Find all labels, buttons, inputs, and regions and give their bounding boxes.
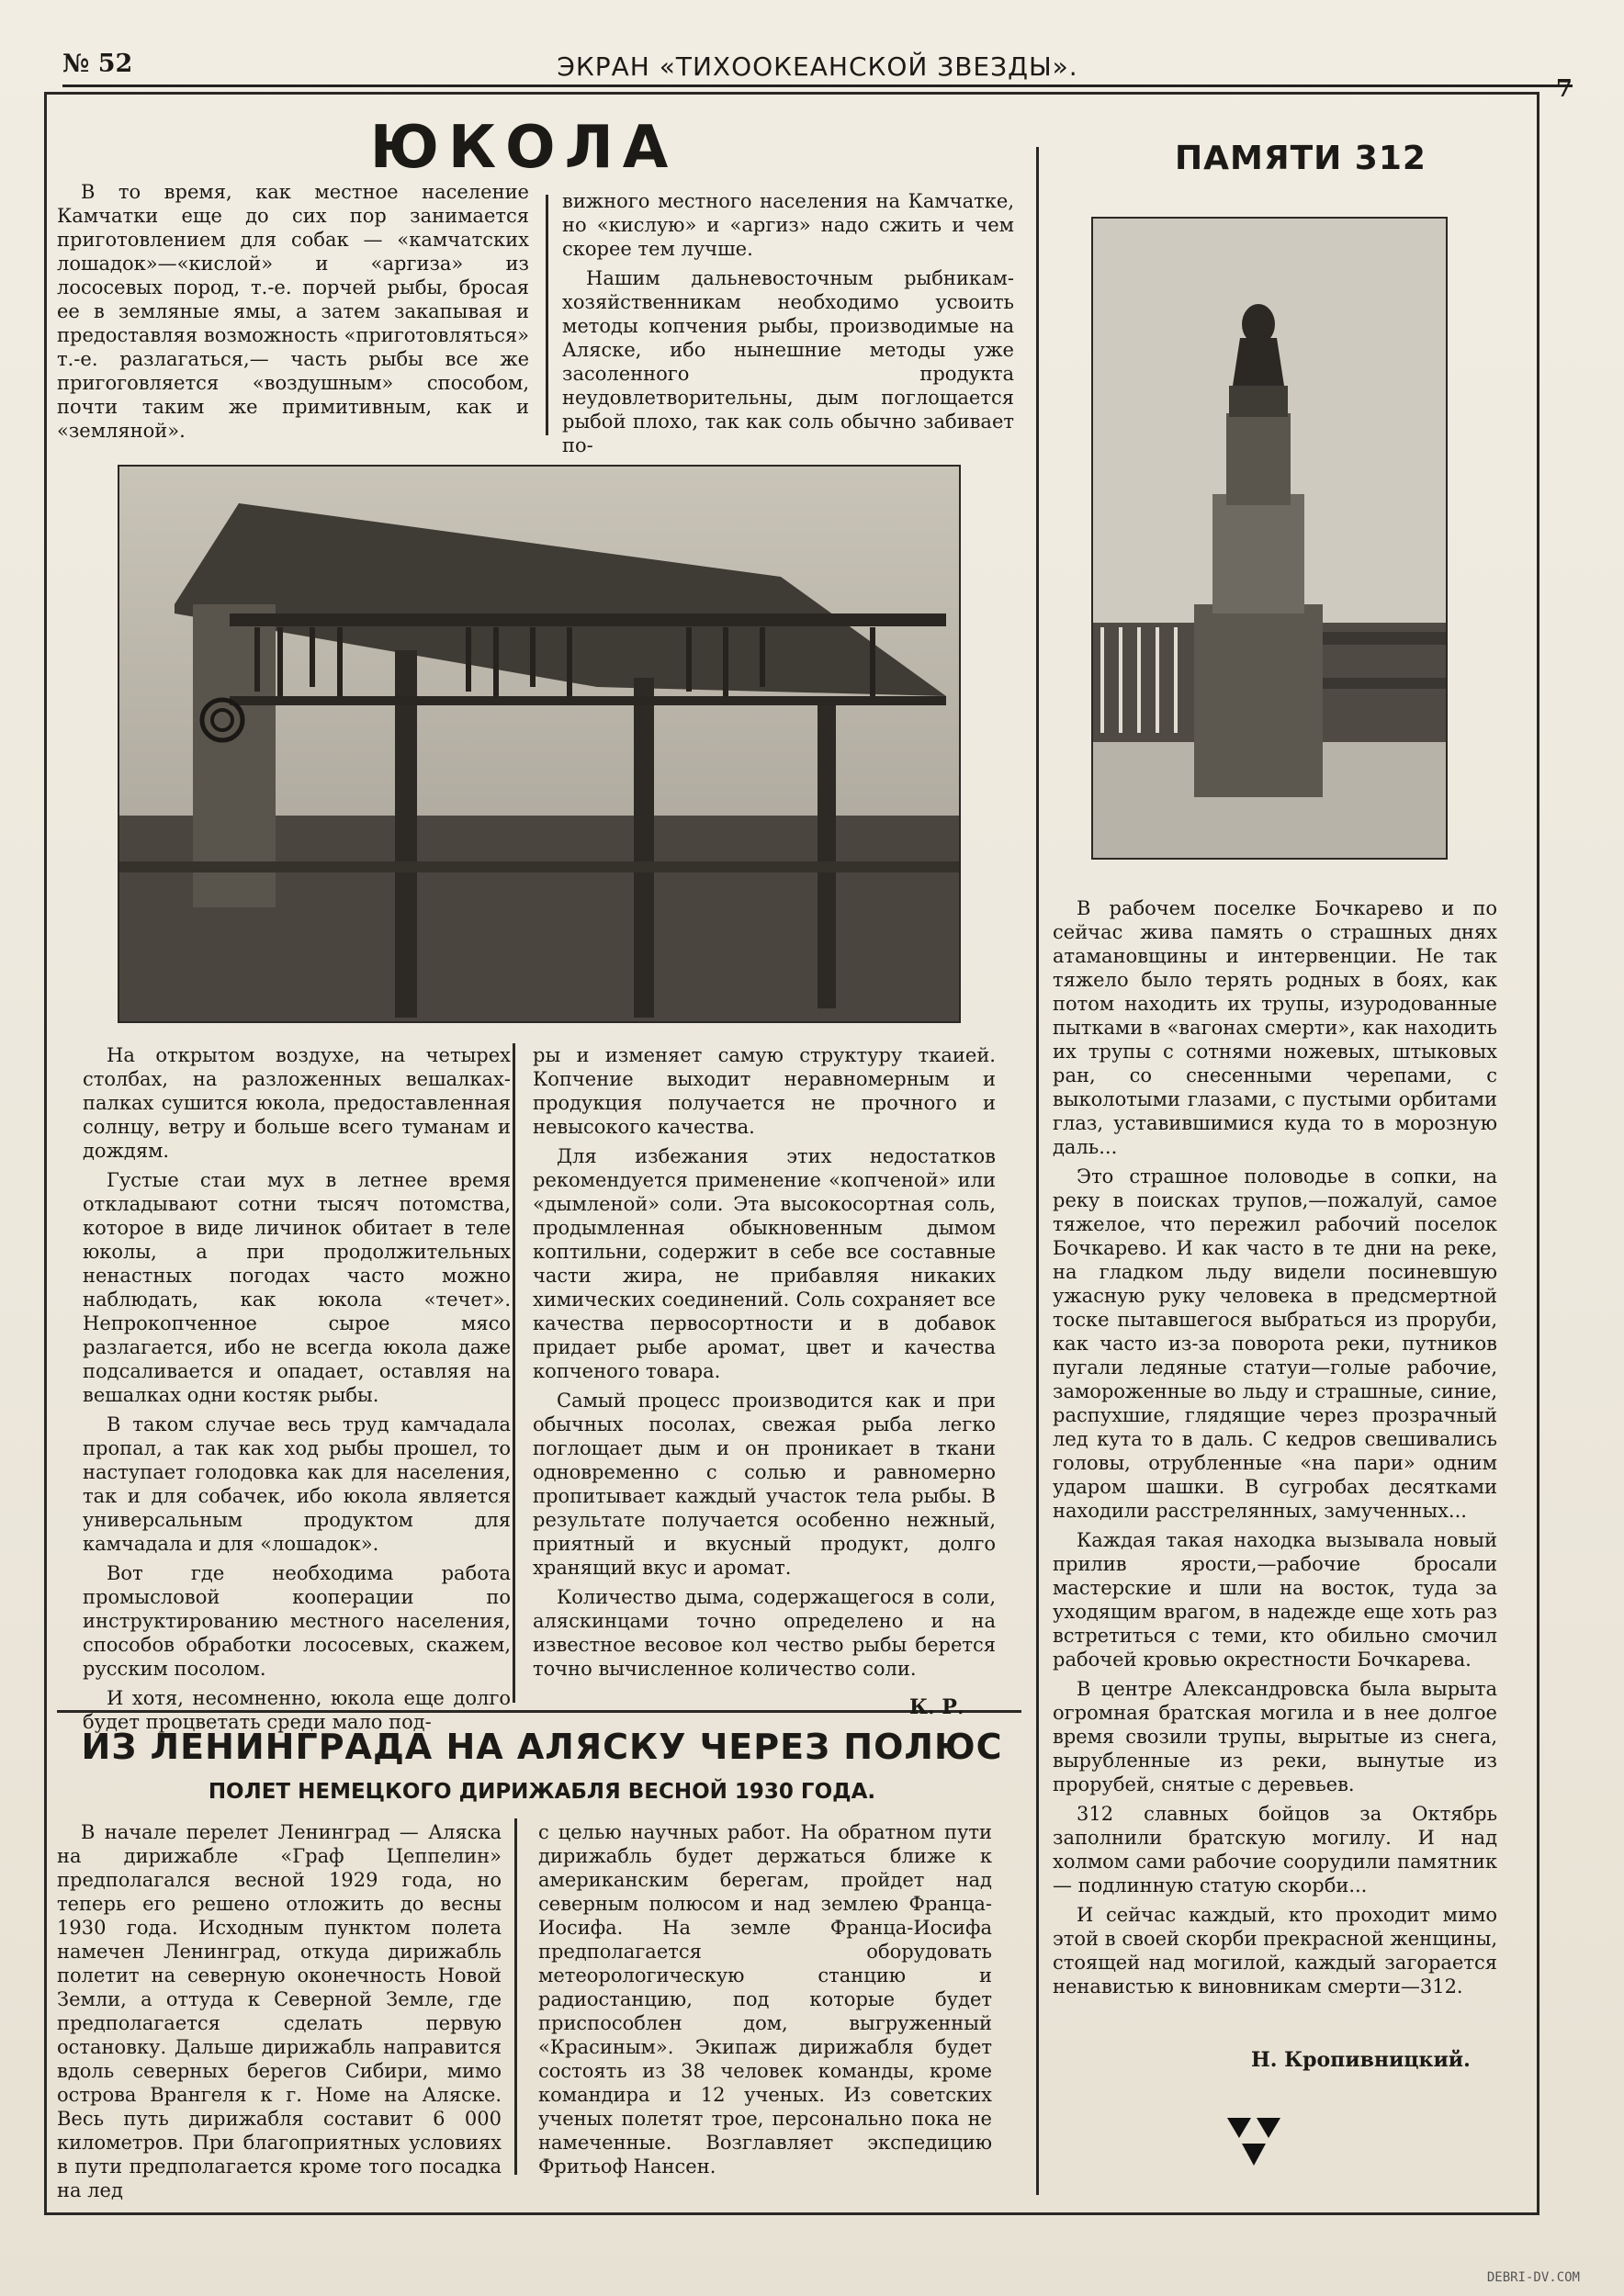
yukola-paragraph: Густые стаи мух в летнее время откладывают сотни тысяч потомства, которое в виде личинок обитает в теле юколы, а при продолжительных ненастных погодах часто можно наблюдать, как юкола «течет». Непрокопченное сырое мясо разлагается, ибо не всегда юкола даже подсаливается и опадает, оставляя на вешалках одни костяк рыбы. bbox=[83, 1169, 511, 1406]
yukola-body-left bbox=[83, 1043, 511, 1739]
article-title-pamyati: ПАМЯТИ 312 bbox=[1175, 140, 1427, 177]
yukola-intro-right-paragraph-2: Нашим дальневосточным рыбникам-хозяйственникам необходимо усвоить методы копчения рыбы, производимые на Аляске, ибо нынешние методы уже засоленного продукта неудовлетворительны, дым поглощается рыбой плохо, так как соль обычно забивает по- bbox=[562, 267, 1014, 456]
column-divider-top bbox=[546, 195, 548, 435]
article-title-zeppelin: ИЗ ЛЕНИНГРАДА НА АЛЯСКУ ЧЕРЕЗ ПОЛЮС bbox=[81, 1727, 1003, 1767]
yukola-paragraph: Для избежания этих недостатков рекомендуется применение «копченой» или «дымленой» соли. Эта высокосортная соль, продымленная обыкновенным дымом коптильни, содержит в себе все составные части жира, не прибавляя никаких химических соединений. Соль сохраняет все качества первосортности и в добавок придает рыбе аромат, цвет и качества копченого товара. bbox=[533, 1145, 996, 1382]
yukola-intro-right bbox=[562, 189, 1014, 463]
yukola-signature: К. Р. bbox=[909, 1695, 964, 1719]
yukola-intro bbox=[57, 180, 529, 448]
yukola-intro-right-paragraph-1: вижного местного населения на Камчатке, но «кислую» и «аргиз» надо сжить и чем скорее тем лучше. bbox=[562, 190, 1014, 260]
yukola-paragraph: Количество дыма, содержащегося в соли, аляскинцами точно определено и на известное весовое кол чество рыбы берется точно вычисленное количество соли. bbox=[533, 1586, 996, 1680]
pamyati-signature: Н. Кропивницкий. bbox=[1251, 2048, 1471, 2072]
column-divider-middle bbox=[513, 1043, 515, 1703]
article-subtitle-zeppelin: ПОЛЕТ НЕМЕЦКОГО ДИРИЖАБЛЯ ВЕСНОЙ 1930 ГОДА. bbox=[208, 1780, 876, 1804]
yukola-paragraph: ры и изменяет самую структуру ткаией. Копчение выходит неравномерным и продукция получается не прочного и невысокого качества. bbox=[533, 1044, 996, 1138]
watermark: DEBRI-DV.COM bbox=[1486, 2270, 1580, 2285]
yukola-body-right bbox=[533, 1043, 996, 1686]
yukola-paragraph: И хотя, несомненно, юкола еще долго будет процветать среди мало под- bbox=[83, 1687, 511, 1733]
pamyati-paragraph: Каждая такая находка вызывала новый прилив ярости,—рабочие бросали мастерские и шли на восток, туда за уходящим врагом, в надежде еще хоть раз встретиться с теми, кто обильно смочил рабочей кровью окрестности Бочкарева. bbox=[1053, 1529, 1497, 1671]
photo-yukola-drying bbox=[118, 465, 961, 1023]
page-header bbox=[62, 48, 1573, 103]
photo-monument bbox=[1091, 217, 1448, 860]
issue-number: № 52 bbox=[62, 50, 133, 78]
pamyati-paragraph: 312 славных бойцов за Октябрь заполнили братскую могилу. И над холмом сами рабочие соорудили памятник — подлинную статую скорби... bbox=[1053, 1803, 1497, 1896]
article-title-yukola: ЮКОЛА bbox=[369, 114, 678, 182]
yukola-intro-paragraph: В то время, как местное население Камчатки еще до сих пор занимается приготовлением для собак — «камчатских лошадок»—«кислой» и «аргиза» из лососевых пород, т.-е. порчей рыбы, бросая ее в земляные ямы, а затем закапывая и предоставляя возможность «приготовляться» т.-е. разлагаться,— часть рыбы все же пригоговляется «воздушным» способом, почти таким же примитивным, как и «земляной». bbox=[57, 181, 529, 442]
pamyati-paragraph: В рабочем поселке Бочкарево и по сейчас жива память о страшных днях атамановщины и интервенции. Не так тяжело было терять родных в боях, как потом находить их трупы, изуродованные пытками в «вагонах смерти», как находить их трупы с сотнями ножевых, штыковых ран, со снесенными черепами, с выколотыми глазами, с пустыми орбитами глаз, уставившимися куда то в морозную даль... bbox=[1053, 897, 1497, 1158]
pamyati-paragraph: В центре Александровска была вырыта огромная братская могила и в нее долгое время свозили трупы, вырытые из снега, вырубленные из реки, вынутые из прорубей, снятые с деревьев. bbox=[1053, 1678, 1497, 1795]
column-divider-right bbox=[1036, 147, 1039, 2195]
yukola-paragraph: Самый процесс производится как и при обычных посолах, свежая рыба легко поглощает дым и он проникает в ткани одновременно с солью и равномерно пропитывает каждый участок тела рыбы. В результате получается особенно нежный, приятный и вкусный продукт, долго хранящий вкус и аромат. bbox=[533, 1390, 996, 1579]
pamyati-paragraph: И сейчас каждый, кто проходит мимо этой в своей скорби прекрасной женщины, стоящей над могилой, каждый загорается ненавистью к виновникам смерти—312. bbox=[1053, 1904, 1497, 1998]
pamyati-body bbox=[1053, 896, 1497, 2004]
triangle-ornament-icon bbox=[1227, 2118, 1280, 2167]
zeppelin-paragraph: В начале перелет Ленинград — Аляска на дирижабле «Граф Цеппелин» предполагался весной 1929 года, но теперь его решено отложить до весны 1930 года. Исходным пунктом полета намечен Ленинград, откуда дирижабль полетит на северную оконечность Новой Земли, а оттуда к Северной Земле, где предполагается сделать первую остановку. Дальше дирижабль направится вдоль северных берегов Сибири, мимо острова Врангеля к г. Номе на Аляске. Весь путь дирижабля составит 6 000 километров. При благоприятных условиях в пути предполагается кроме того посадка на лед bbox=[57, 1821, 502, 2201]
yukola-paragraph: В таком случае весь труд камчадала пропал, а так как ход рыбы прошел, то наступает голодовка как для населения, так и для собачек, ибо юкола является универсальным продуктом для камчадала и для «лошадок». bbox=[83, 1413, 511, 1555]
monument-image bbox=[1093, 219, 1446, 858]
zeppelin-body-right bbox=[538, 1820, 992, 2184]
zeppelin-body-left bbox=[57, 1820, 502, 2208]
zeppelin-paragraph: с целью научных работ. На обратном пути дирижабль будет держаться ближе к американским берегам, пройдет над северным полюсом и над землею Франца-Иосифа. На земле Франца-Иосифа предполагается оборудовать метеорологическую станцию и радиостанцию, под которые будет приспособлен дом, выгруженный «Красиным». Экипаж дирижабля будет состоять из 38 человек команды, кроме командира и 12 ученых. Из советских ученых полетят трое, персонально пока не намеченные. Возглавляет экспедицию Фритьоф Нансен. bbox=[538, 1821, 992, 2178]
column-divider-bottom bbox=[514, 1818, 517, 2175]
newspaper-title: ЭКРАН «ТИХООКЕАНСКОЙ ЗВЕЗДЫ». bbox=[557, 51, 1078, 82]
page-number: 7 bbox=[1555, 75, 1573, 103]
yukola-paragraph: Вот где необходима работа промысловой кооперации по инструктированию местного населения, способов обработки лососевых, скажем, русским посолом. bbox=[83, 1562, 511, 1680]
yukola-paragraph: На открытом воздухе, на четырех столбах, на разложенных вешалках-палках сушится юкола, предоставленная солнцу, ветру и больше всего туманам и дождям. bbox=[83, 1044, 511, 1162]
yukola-drying-image bbox=[119, 467, 959, 1021]
pamyati-paragraph: Это страшное половодье в сопки, на реку в поисках трупов,—пожалуй, самое тяжелое, что пережил рабочий поселок Бочкарево. И как часто в те дни на реке, на гладком льду видели посиневшую ужасную руку человека в предсмертной тоске пытавшегося выбраться из проруби, как часто из-за поворота реки, путников пугали ледяные статуи—голые рабочие, замороженные во льду и страшные, синие, распухшие, глядящие через прозрачный лед кута то в даль. С кедров свешивались головы, отрубленные «на пари» одним ударом шашки. В сугробах десятками находили расстрелянных, замученных... bbox=[1053, 1165, 1497, 1522]
